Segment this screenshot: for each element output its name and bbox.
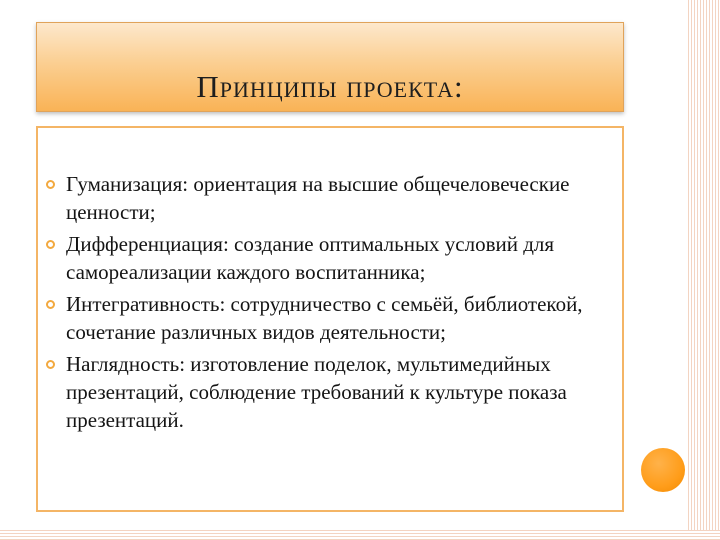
content-panel bbox=[36, 126, 624, 512]
bullet-item-visibility bbox=[66, 350, 592, 434]
bullet-list bbox=[38, 128, 622, 434]
bullet-text: Дифференциация: создание оптимальных условий для самореализации каждого воспитанника; bbox=[66, 232, 555, 284]
decorative-stripes-bottom bbox=[0, 530, 720, 540]
orange-ring-bullet-icon bbox=[46, 360, 55, 369]
orange-ring-bullet-icon bbox=[46, 180, 55, 189]
orange-circle-icon bbox=[641, 448, 685, 492]
bullet-text: Интегративность: сотрудничество с семьёй, библиотекой, сочетание различных видов деятельности; bbox=[66, 292, 583, 344]
bullet-text: Гуманизация: ориентация на высшие общечеловеческие ценности; bbox=[66, 172, 570, 224]
orange-ring-bullet-icon bbox=[46, 300, 55, 309]
bullet-text: Наглядность: изготовление поделок, мультимедийных презентаций, соблюдение требований к культуре показа презентаций. bbox=[66, 352, 567, 432]
decorative-stripes-right bbox=[688, 0, 720, 540]
title-banner bbox=[36, 22, 624, 112]
orange-ring-bullet-icon bbox=[46, 240, 55, 249]
bullet-item-differentiation bbox=[66, 230, 592, 286]
slide-title: Принципы проекта: bbox=[196, 69, 464, 104]
bullet-item-integrativity bbox=[66, 290, 592, 346]
bullet-item-humanization bbox=[66, 170, 592, 226]
